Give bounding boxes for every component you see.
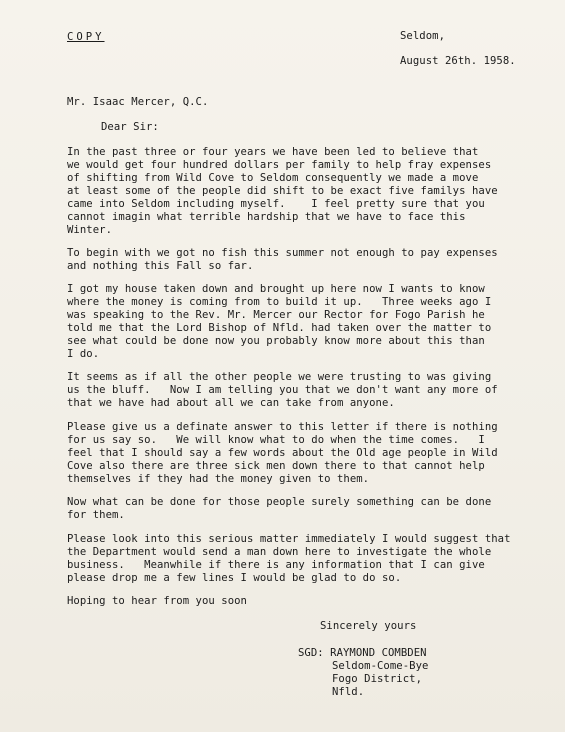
body-line: Cove also there are three sick men down there to that cannot help <box>67 460 485 472</box>
body-line: and nothing this Fall so far. <box>67 260 254 272</box>
body-line: of shifting from Wild Cove to Seldom consequently we made a move <box>67 172 479 184</box>
body-line: that we have had about all we can take from anyone. <box>67 397 395 409</box>
body-line: came into Seldom including myself. I feel pretty sure that you <box>67 198 485 210</box>
body-line: I do. <box>67 348 100 360</box>
body-line: feel that I should say a few words about the Old age people in Wild <box>67 447 498 459</box>
letter-date: August 26th. 1958. <box>400 55 516 67</box>
salutation: Dear Sir: <box>101 121 159 133</box>
body-line: Now what can be done for those people surely something can be done <box>67 496 492 508</box>
body-line: business. Meanwhile if there is any information that I can give <box>67 559 485 571</box>
body-line: Winter. <box>67 224 112 236</box>
body-line: In the past three or four years we have been led to believe that <box>67 146 479 158</box>
body-line: for them. <box>67 509 125 521</box>
body-line: cannot imagin what terrible hardship that we have to face this <box>67 211 466 223</box>
signature-address-line: Nfld. <box>332 686 365 698</box>
body-line: I got my house taken down and brought up here now I wants to know <box>67 283 485 295</box>
sender-place: Seldom, <box>400 30 445 42</box>
body-line: Please look into this serious matter immediately I would suggest that <box>67 533 511 545</box>
closing: Sincerely yours <box>320 620 417 632</box>
body-line: please drop me a few lines I would be glad to do so. <box>67 572 402 584</box>
signature-address-line: Fogo District, <box>332 673 422 685</box>
body-line: To begin with we got no fish this summer not enough to pay expenses <box>67 247 498 259</box>
copy-mark: COPY <box>67 31 105 43</box>
body-line: us the bluff. Now I am telling you that we don't want any more of <box>67 384 498 396</box>
body-line: Hoping to hear from you soon <box>67 595 247 607</box>
body-line: the Department would send a man down here to investigate the whole <box>67 546 492 558</box>
body-line: was speaking to the Rev. Mr. Mercer our Rector for Fogo Parish he <box>67 309 485 321</box>
body-line: It seems as if all the other people we were trusting to was giving <box>67 371 492 383</box>
signature-name: SGD: RAYMOND COMBDEN <box>298 647 427 659</box>
signature-address-line: Seldom-Come-Bye <box>332 660 429 672</box>
body-line: we would get four hundred dollars per family to help fray expenses <box>67 159 492 171</box>
body-line: Please give us a definate answer to this letter if there is nothing <box>67 421 498 433</box>
body-line: at least some of the people did shift to be exact five familys have <box>67 185 498 197</box>
body-line: see what could be done now you probably know more about this than <box>67 335 485 347</box>
body-line: for us say so. We will know what to do when the time comes. I <box>67 434 485 446</box>
body-line: where the money is coming from to build it up. Three weeks ago I <box>67 296 492 308</box>
recipient-name: Mr. Isaac Mercer, Q.C. <box>67 96 209 108</box>
body-line: told me that the Lord Bishop of Nfld. had taken over the matter to <box>67 322 492 334</box>
body-line: themselves if they had the money given to them. <box>67 473 370 485</box>
